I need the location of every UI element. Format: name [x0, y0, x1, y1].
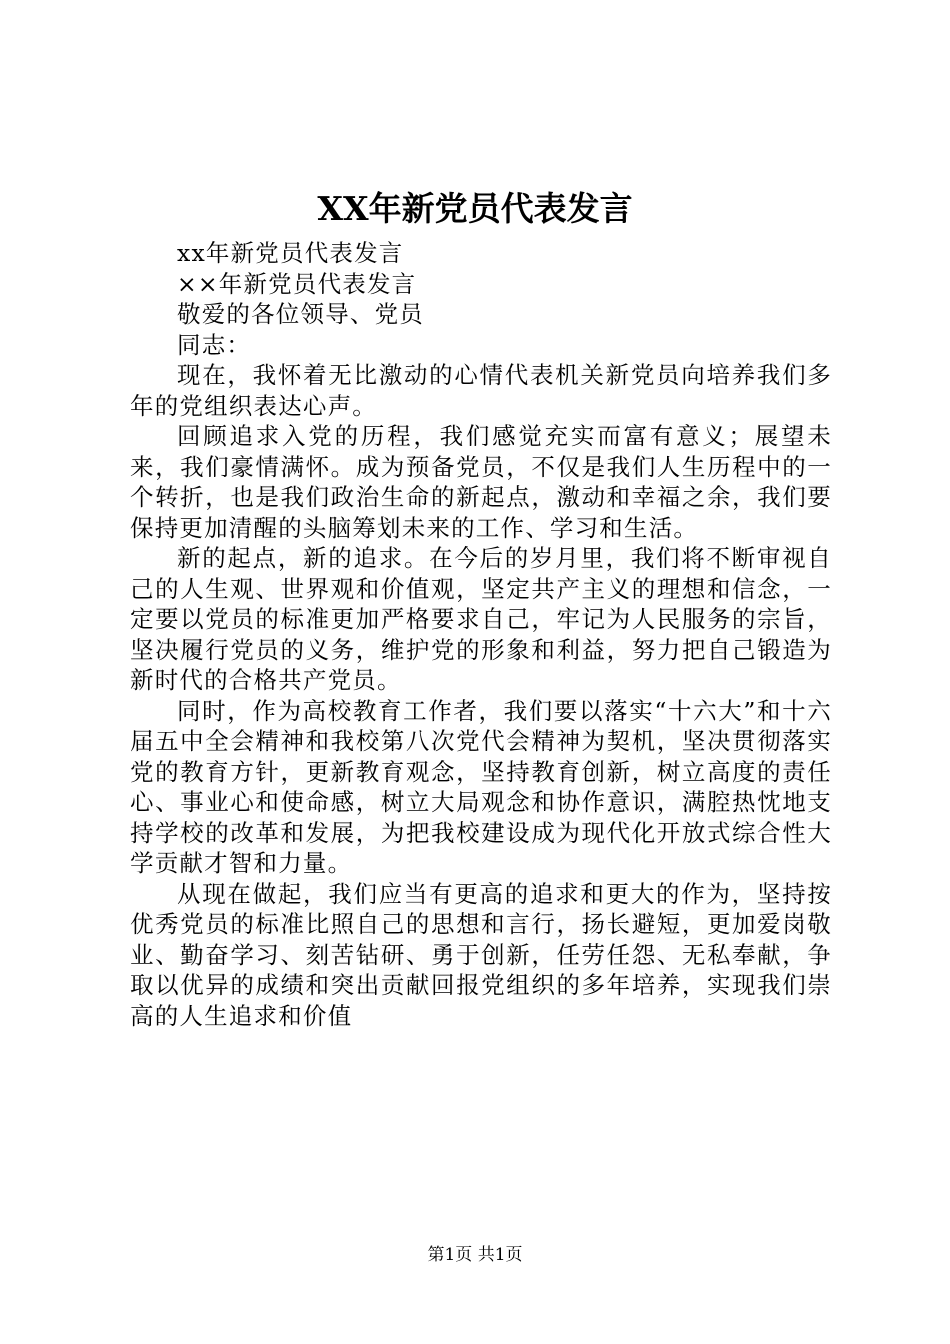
paragraph-heading-repeat: xx年新党员代表发言	[177, 239, 404, 267]
paragraph-salutation: 敬爱的各位领导、党员	[177, 300, 424, 328]
paragraph-closing: 从现在做起，我们应当有更高的追求和更大的作为，坚持按优秀党员的标准比照自己的思想和言行，扬长避短，更加爱岗敬业、勤奋学习、刻苦钻研、勇于创新，任劳任怨、无私奉献，争取以优异的成绩和突出贡献回报党组织的多年培养，实现我们崇高的人生追求和价值	[130, 879, 832, 1030]
page-number-footer: 第1页 共1页	[427, 1245, 523, 1265]
paragraph-opening: 现在，我怀着无比激动的心情代表机关新党员向培养我们多年的党组织表达心声。	[130, 361, 832, 420]
paragraph-salutation-end: 同志：	[177, 330, 252, 359]
document-body	[130, 238, 832, 1031]
paragraph-education: 同时，作为高校教育工作者，我们要以落实“十六大”和十六届五中全会精神和我校第八次党代会精神为契机，坚决贯彻落实党的教育方针，更新教育观念，坚持教育创新，树立高度的责任心、事业心和使命感，树立大局观念和协作意识，满腔热忱地支持学校的改革和发展，为把我校建设成为现代化开放式综合性大学贡献才智和力量。	[130, 696, 832, 877]
document-title: XX年新党员代表发言	[317, 189, 633, 228]
paragraph-heading-alt: ××年新党员代表发言	[177, 269, 417, 298]
paragraph-new-start: 新的起点，新的追求。在今后的岁月里，我们将不断审视自己的人生观、世界观和价值观，坚定共产主义的理想和信念，一定要以党员的标准更加严格要求自己，牢记为人民服务的宗旨，坚决履行党员的义务，维护党的形象和利益，努力把自己锻造为新时代的合格共产党员。	[130, 544, 832, 694]
paragraph-review: 回顾追求入党的历程，我们感觉充实而富有意义；展望未来，我们豪情满怀。成为预备党员，不仅是我们人生历程中的一个转折，也是我们政治生命的新起点，激动和幸福之余，我们要保持更加清醒的头脑筹划未来的工作、学习和生活。	[130, 422, 832, 542]
